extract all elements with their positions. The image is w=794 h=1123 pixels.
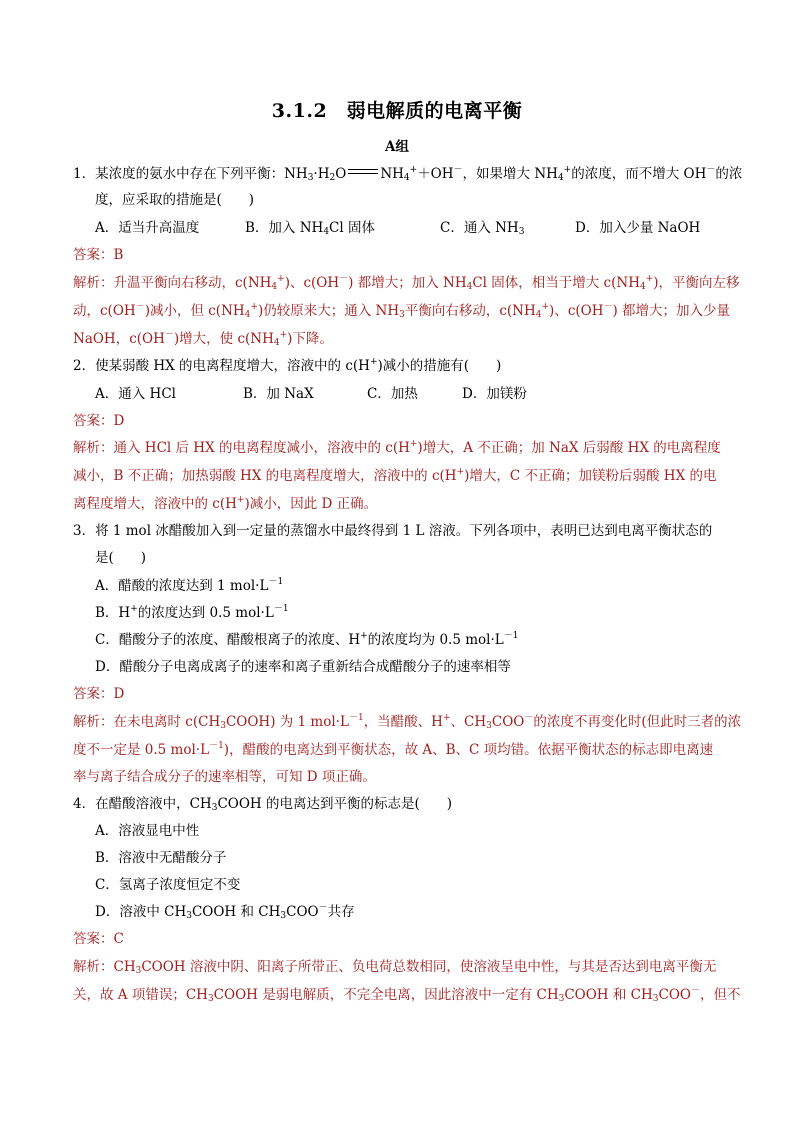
q1-answer: 答案：B — [73, 247, 124, 263]
q2-option-b: B．加 NaX — [243, 386, 314, 402]
q4-explanation-line2: 关，故 A 项错误；$CH_3COOH$ 是弱电解质，不完全电离，因此溶液中一定有 $CH_3COOH$ 和 $CH_3COO^-$，但不 — [73, 986, 741, 1004]
q2-explanation-line2: 减小，B 不正确；加热弱酸 HX 的电离程度增大，溶液中的 c(H+)增大，C 不正确；加镁粉后弱酸 HX 的电 — [73, 467, 717, 484]
q1-stem-line2: 度，应采取的措施是( ) — [95, 192, 255, 208]
q2-explanation-line1: 解析：通入 HCl 后 HX 的电离程度减小，溶液中的 c(H+)增大，A 不正确；加 NaX 后弱酸 HX 的电离程度 — [73, 439, 721, 456]
q1-options — [95, 218, 700, 238]
q1-explanation-line1: 解析：升温平衡向右移动，$c(NH_4^+)$、c(OH－) 都增大；加入 $NH_4Cl$ 固体，相当于增大 $c(NH_4^+)$，平衡向左移 — [73, 274, 740, 292]
q2-option-a: A．通入 HCl — [95, 386, 176, 402]
q2-explanation-line3: 离程度增大，溶液中的 c(H+)减小，因此 D 正确。 — [73, 495, 378, 512]
q3-stem-line2: 是( ) — [95, 550, 147, 566]
q4-explanation-line1: 解析：$CH_3COOH$ 溶液中阴、阳离子所带正、负电荷总数相同，使溶液呈电中性，与其是否达到电离平衡无 — [73, 959, 717, 976]
q4-stem: 4．在醋酸溶液中，$CH_3COOH$ 的电离达到平衡的标志是( ) — [73, 796, 452, 813]
q4-option-c: C．氢离子浓度恒定不变 — [95, 877, 241, 893]
q2-stem: 2．使某弱酸 HX 的电离程度增大，溶液中的 c(H+)减小的措施有( ) — [73, 357, 502, 374]
q2-options — [95, 384, 527, 404]
q1-explanation-line3: NaOH，c(OH－)增大，使 $c(NH_4^+)$下降。 — [73, 330, 333, 348]
q4-option-d: D．溶液中 $CH_3COOH$ 和 $CH_3COO^-$共存 — [95, 903, 355, 921]
equilibrium-arrow-icon — [348, 169, 378, 175]
q2-option-d: D．加镁粉 — [462, 386, 527, 402]
q1-option-c: C．通入 $NH_3$ — [440, 220, 525, 237]
q3-option-b: B．H+的浓度达到 0.5 $mol\cdot L^{-1}$ — [95, 604, 289, 621]
section-heading: A组 — [385, 139, 409, 155]
q3-option-a: A．醋酸的浓度达到 1 $mol\cdot L^{-1}$ — [95, 577, 284, 594]
q3-option-d: D．醋酸分子电离成离子的速率和离子重新结合成醋酸分子的速率相等 — [95, 659, 511, 675]
q3-stem-line1: 3．将 1 mol 冰醋酸加入到一定量的蒸馏水中最终得到 1 L 溶液。下列各项中，表明已达到电离平衡状态的 — [73, 523, 713, 539]
q3-explanation-line3: 率与离子结合成分子的速率相等，可知 D 项正确。 — [73, 769, 376, 785]
q1-option-d: D．加入少量 NaOH — [575, 220, 701, 236]
q1-option-b: B．加入 $NH_4Cl$ 固体 — [245, 220, 375, 237]
q1-explanation-line2: 动，c(OH－)减小，但 $c(NH_4^+)$仍较原来大；通入 $NH_3$平衡向右移动，$c(NH_4^+)$、c(OH－) 都增大；加入少量 — [73, 302, 731, 320]
q4-option-b: B．溶液中无醋酸分子 — [95, 850, 227, 866]
q2-option-c: C．加热 — [367, 386, 418, 402]
q3-option-c: C．醋酸分子的浓度、醋酸根离子的浓度、H+的浓度均为 0.5 $mol\cdot L^{-1}$ — [95, 631, 519, 648]
q1-stem-line1: 1．某浓度的氨水中存在下列平衡：$NH_3\cdot H_2O$ $NH_4^++OH^-$，如果增大 $NH_4^+$的浓度，而不增大 OH－的浓 — [73, 165, 743, 183]
q1-option-a: A．适当升高温度 — [95, 220, 200, 236]
q4-answer: 答案：C — [73, 931, 124, 947]
page-title: 3.1.2 弱电解质的电离平衡 — [271, 100, 523, 122]
q2-answer: 答案：D — [73, 413, 125, 429]
q3-explanation-line2: 度不一定是 0.5 $mol\cdot L^{-1}$)，醋酸的电离达到平衡状态，故 A、B、C 项均错。依据平衡状态的标志即电离速 — [73, 741, 714, 758]
q4-option-a: A．溶液显电中性 — [95, 823, 200, 839]
q3-answer: 答案：D — [73, 686, 125, 702]
q3-explanation-line1: 解析：在未电离时 $c(CH_3COOH)$ 为 1 $mol\cdot L^{-1}$，当醋酸、H+、$CH_3COO^-$的浓度不再变化时(但此时三者的浓 — [73, 713, 742, 731]
